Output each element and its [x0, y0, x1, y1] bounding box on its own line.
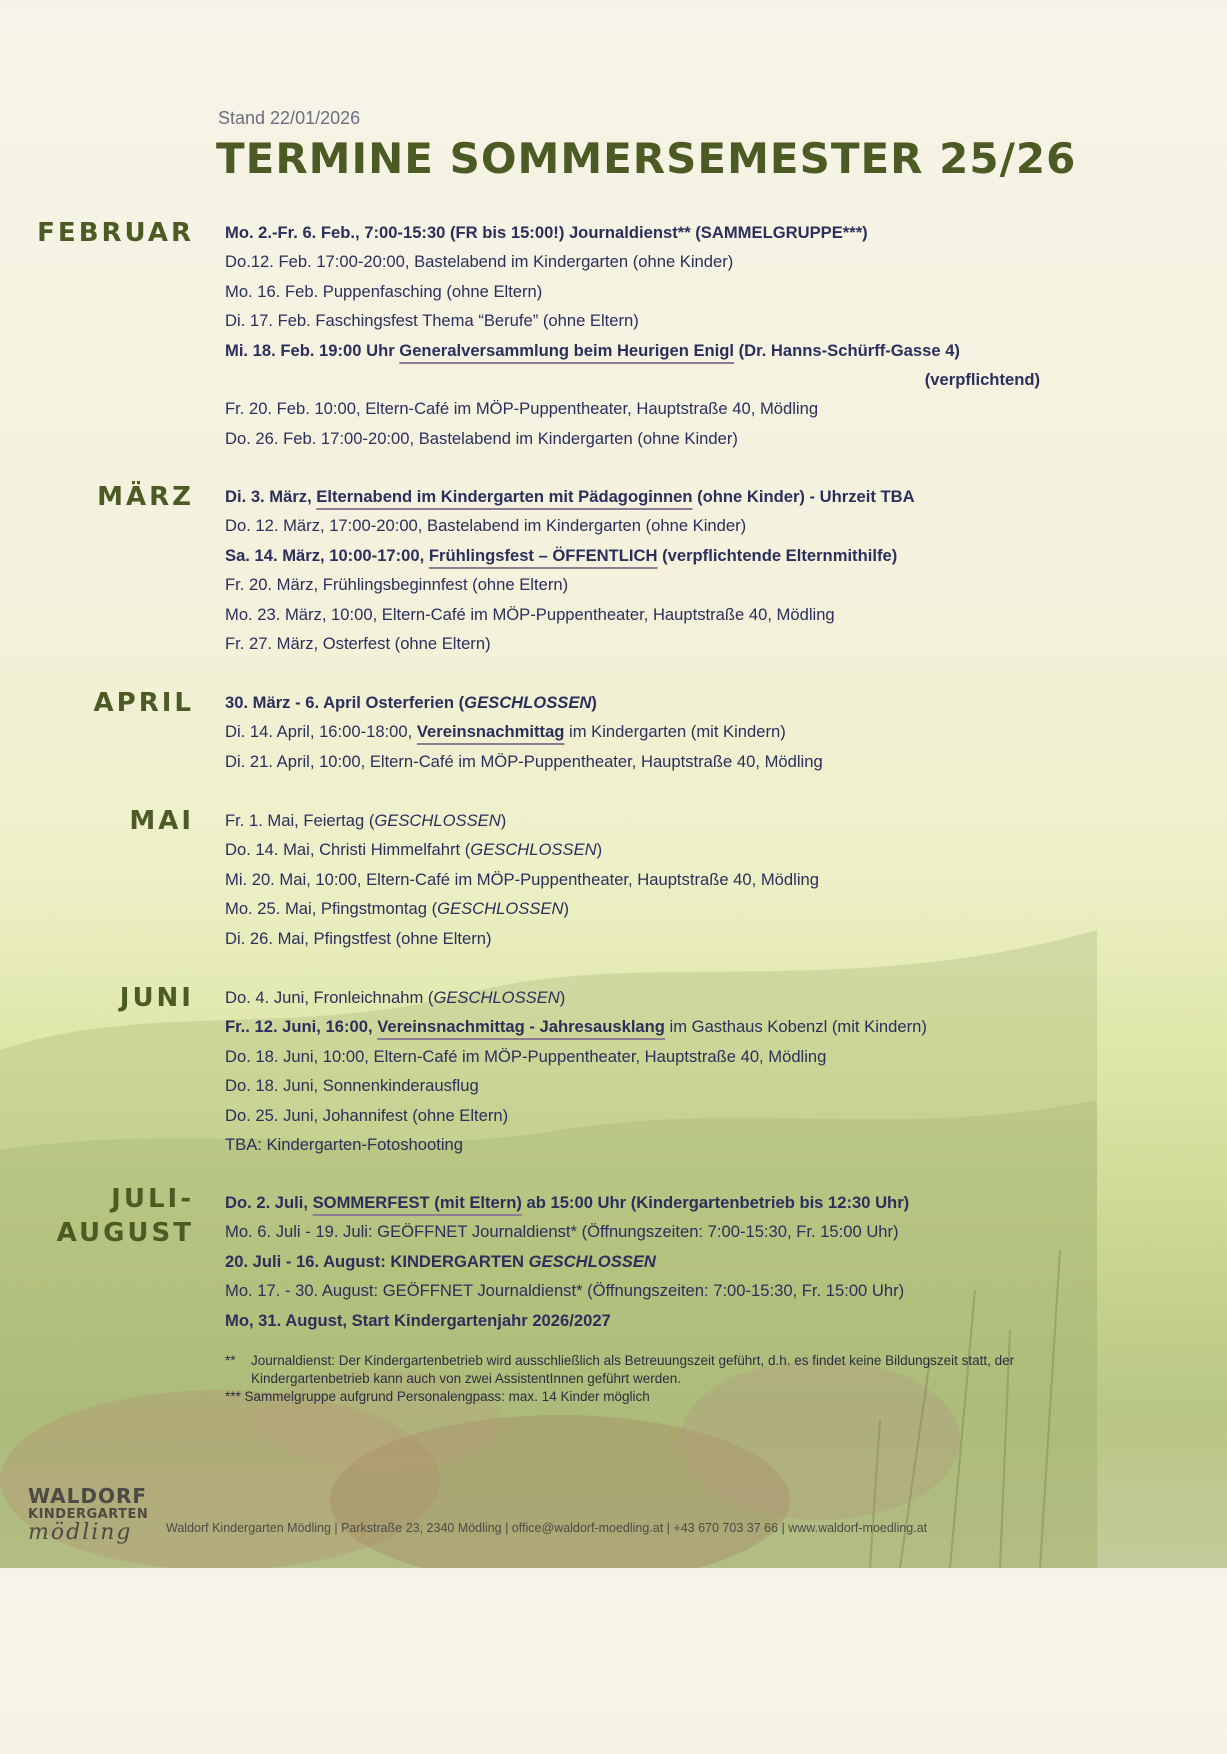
event-text: Fr. 20. März, Frühlingsbeginnfest (ohne Eltern) — [225, 575, 569, 595]
month-events — [225, 1188, 1065, 1335]
event-line — [225, 541, 1065, 570]
event-text: Sa. 14. März, 10:00-17:00, — [225, 545, 429, 565]
event-line — [225, 1217, 1065, 1246]
event-text: Fr. 1. Mai, Feiertag ( — [225, 811, 375, 830]
month-heading: MAI — [129, 806, 194, 836]
event-text: (Dr. Hanns-Schürff-Gasse 4) — [734, 340, 960, 360]
logo — [28, 1486, 148, 1544]
event-text: (verpflichtend) — [924, 369, 1040, 389]
event-text: GESCHLOSSEN — [464, 693, 592, 712]
event-line — [225, 511, 1065, 540]
event-highlight: Frühlingsfest – ÖFFENTLICH — [428, 545, 658, 565]
event-line — [225, 570, 1065, 599]
event-line — [225, 894, 1065, 923]
event-text: Fr. 20. Feb. 10:00, Eltern-Café im MÖP-Puppentheater, Hauptstraße 40, Mödling — [225, 399, 819, 419]
event-text: (verpflichtende Elternmithilfe) — [657, 545, 898, 565]
footnote-marker: ** — [225, 1353, 236, 1368]
month-heading: APRIL — [93, 688, 194, 718]
event-line — [225, 1276, 1065, 1305]
event-line — [225, 983, 1065, 1012]
event-text: ) — [563, 899, 569, 919]
event-text: Do. 18. Juni, 10:00, Eltern-Café im MÖP-Puppentheater, Hauptstraße 40, Mödling — [225, 1046, 827, 1066]
event-line — [225, 424, 1065, 453]
month-heading: JULI- AUGUST — [56, 1184, 194, 1248]
event-text: Mo. 2.-Fr. 6. Feb., 7:00-15:30 (FR bis 15:00!) Journaldienst** (SAMMELGRUPPE***) — [225, 223, 868, 242]
event-text: Di. 17. Feb. Faschingsfest Thema “Berufe” (ohne Eltern) — [225, 311, 639, 331]
event-text: Mi. 20. Mai, 10:00, Eltern-Café im MÖP-Puppentheater, Hauptstraße 40, Mödling — [225, 869, 819, 889]
event-line — [225, 924, 1065, 953]
event-text: Do. 26. Feb. 17:00-20:00, Bastelabend im Kindergarten (ohne Kinder) — [225, 428, 738, 448]
event-text: Do.12. Feb. 17:00-20:00, Bastelabend im Kindergarten (ohne Kinder) — [225, 252, 734, 272]
event-text: Di. 21. April, 10:00, Eltern-Café im MÖP-Puppentheater, Hauptstraße 40, Mödling — [225, 751, 823, 771]
event-text: Do. 2. Juli, — [225, 1193, 313, 1212]
event-line — [225, 717, 1065, 746]
month-events — [225, 482, 1065, 658]
event-line — [225, 1188, 1065, 1217]
event-line — [225, 1101, 1065, 1130]
event-text: 30. März - 6. April Osterferien ( — [225, 693, 465, 712]
event-line — [225, 277, 1065, 306]
event-line — [225, 365, 1040, 394]
footnote-text: Journaldienst: Der Kindergartenbetrieb wird ausschließlich als Betreuungszeit geführt, d.h. es findet keine Bildungszeit statt, der Kindergartenbetrieb kann auch von zwei AssistentInnen geführt werden. — [251, 1353, 1015, 1386]
event-line — [225, 247, 1065, 276]
event-line — [225, 1247, 1065, 1276]
event-line — [225, 806, 1065, 835]
event-line — [225, 1012, 1065, 1041]
event-line — [225, 482, 1065, 511]
month-heading: JUNI — [119, 983, 194, 1013]
event-text: Mo. 25. Mai, Pfingstmontag ( — [225, 899, 438, 919]
event-text: ) — [591, 693, 597, 712]
event-text: ) — [596, 840, 603, 860]
event-text: GESCHLOSSEN — [374, 811, 501, 830]
event-text: (ohne Kinder) - Uhrzeit TBA — [692, 487, 915, 506]
event-text: Fr. 27. März, Osterfest (ohne Eltern) — [225, 633, 491, 653]
event-text: Mo, 31. August, Start Kindergartenjahr 2026/2027 — [225, 1310, 611, 1330]
event-line — [225, 688, 1065, 717]
month-events — [225, 688, 1065, 776]
footnote-sammelgruppe: *** Sammelgruppe aufgrund Personalengpass: max. 14 Kinder möglich — [225, 1389, 650, 1404]
footnote-journaldienst — [225, 1352, 1025, 1388]
event-line — [225, 1306, 1065, 1335]
event-text: 20. Juli - 16. August: KINDERGARTEN — [225, 1251, 529, 1271]
event-text: Mo. 16. Feb. Puppenfasching (ohne Eltern) — [225, 281, 543, 301]
event-text: Do. 18. Juni, Sonnenkinderausflug — [225, 1076, 479, 1096]
event-text: GESCHLOSSEN — [437, 899, 564, 919]
event-line — [225, 394, 1065, 423]
logo-line-1: WALDORF — [28, 1484, 148, 1508]
month-heading: FEBRUAR — [37, 218, 194, 248]
footnotes — [225, 1352, 1025, 1406]
event-line — [225, 835, 1065, 864]
event-text: im Kindergarten (mit Kindern) — [564, 722, 786, 742]
event-text: GESCHLOSSEN — [528, 1251, 656, 1271]
event-highlight: Elternabend im Kindergarten mit Pädagoginnen — [316, 487, 693, 506]
event-line — [225, 600, 1065, 629]
event-text: Di. 26. Mai, Pfingstfest (ohne Eltern) — [225, 928, 492, 948]
event-text: TBA: Kindergarten-Fotoshooting — [225, 1134, 463, 1154]
stand-date: Stand 22/01/2026 — [218, 108, 361, 128]
event-text: Mo. 17. - 30. August: GEÖFFNET Journaldienst* (Öffnungszeiten: 7:00-15:30, Fr. 15:00 Uhr) — [225, 1281, 905, 1301]
event-line — [225, 218, 1065, 247]
event-line — [225, 306, 1065, 335]
event-text: ) — [559, 988, 566, 1007]
event-line — [225, 1071, 1065, 1100]
event-line — [225, 1042, 1065, 1071]
event-line — [225, 336, 1065, 365]
event-text: ab 15:00 Uhr (Kindergartenbetrieb bis 12:30 Uhr) — [521, 1193, 910, 1212]
event-text: ) — [500, 811, 507, 830]
event-text: im Gasthaus Kobenzl (mit Kindern) — [664, 1017, 927, 1037]
event-highlight: Vereinsnachmittag — [416, 722, 565, 742]
footer-contact: Waldorf Kindergarten Mödling | Parkstraße 23, 2340 Mödling | office@waldorf-moedling.at | +43 670 703 37 66 | www.waldorf-moedling.at — [166, 1521, 928, 1535]
event-text: Fr.. 12. Juni, 16:00, — [225, 1017, 378, 1037]
month-heading: MÄRZ — [97, 482, 194, 512]
event-line — [225, 747, 1065, 776]
event-line — [225, 1130, 1065, 1159]
logo-line-2: KINDERGARTEN — [28, 1507, 149, 1522]
event-text: Mi. 18. Feb. 19:00 Uhr — [225, 340, 400, 360]
event-text: Do. 12. März, 17:00-20:00, Bastelabend im Kindergarten (ohne Kinder) — [225, 516, 747, 536]
month-events — [225, 983, 1065, 1159]
event-highlight: Generalversammlung beim Heurigen Enigl — [399, 340, 735, 360]
event-line — [225, 865, 1065, 894]
month-events — [225, 806, 1065, 953]
event-text: GESCHLOSSEN — [433, 988, 560, 1007]
event-text: Mo. 6. Juli - 19. Juli: GEÖFFNET Journaldienst* (Öffnungszeiten: 7:00-15:30, Fr. 15:00 Uhr) — [225, 1222, 899, 1242]
event-text: Do. 4. Juni, Fronleichnahm ( — [225, 988, 434, 1007]
month-events — [225, 218, 1065, 453]
event-text: Di. 3. März, — [225, 487, 317, 506]
event-line — [225, 629, 1065, 658]
page-title: TERMINE SOMMERSEMESTER 25/26 — [216, 134, 1077, 183]
event-text: Di. 14. April, 16:00-18:00, — [225, 722, 417, 742]
event-text: Do. 14. Mai, Christi Himmelfahrt ( — [225, 840, 471, 860]
event-text: GESCHLOSSEN — [470, 840, 597, 860]
event-text: Mo. 23. März, 10:00, Eltern-Café im MÖP-Puppentheater, Hauptstraße 40, Mödling — [225, 604, 835, 624]
logo-line-3: mödling — [28, 1520, 133, 1545]
event-text: Do. 25. Juni, Johannifest (ohne Eltern) — [225, 1105, 509, 1125]
event-highlight: Vereinsnachmittag - Jahresausklang — [377, 1017, 665, 1037]
event-highlight: SOMMERFEST (mit Eltern) — [312, 1193, 522, 1212]
